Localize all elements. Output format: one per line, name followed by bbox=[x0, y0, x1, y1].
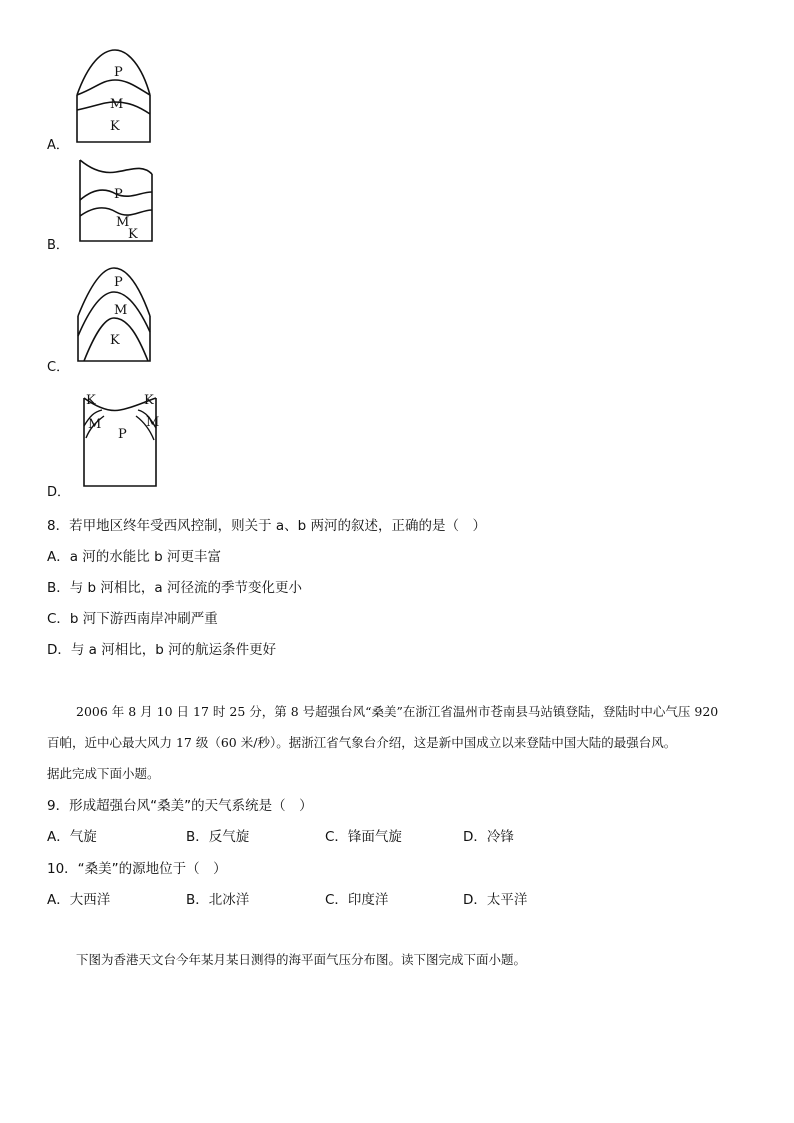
q8-option-a: A．a 河的水能比 b 河更丰富 bbox=[47, 549, 221, 565]
option-c-label: C． bbox=[47, 360, 70, 375]
q10-option-d: D．太平洋 bbox=[463, 892, 528, 908]
q10-option-c: C．印度洋 bbox=[325, 892, 389, 908]
option-a-label: A． bbox=[47, 138, 69, 153]
stratum-k-right-label: K bbox=[144, 393, 154, 408]
q9-option-b: B．反气旋 bbox=[186, 829, 250, 845]
q9-option-d: D．冷锋 bbox=[463, 829, 514, 845]
stratum-m-right-label: M bbox=[146, 415, 160, 430]
passage-pressure-map: 下图为香港天文台今年某月某日测得的海平面气压分布图。读下图完成下面小题。 bbox=[76, 952, 527, 967]
stratum-m-left-label: M bbox=[88, 417, 102, 432]
option-b-diagram bbox=[78, 158, 158, 244]
q8-option-d: D．与 a 河相比，b 河的航运条件更好 bbox=[47, 642, 277, 658]
stratum-m-label: M bbox=[110, 97, 124, 112]
passage-typhoon-line-3: 据此完成下面小题。 bbox=[47, 766, 160, 781]
stratum-k-label: K bbox=[110, 333, 120, 348]
stratum-k-label: K bbox=[110, 119, 120, 134]
passage-typhoon-line-2: 百帕，近中心最大风力 17 级（60 米/秒）。据浙江省气象台介绍，这是新中国成立以来登陆中国大陆的最强台风。 bbox=[47, 735, 677, 750]
stratum-k-label: K bbox=[128, 227, 138, 242]
stratum-k-left-label: K bbox=[86, 393, 96, 408]
stratum-p-label: P bbox=[118, 427, 127, 442]
option-d-diagram bbox=[80, 390, 162, 490]
option-b-label: B． bbox=[47, 238, 69, 253]
option-d-label: D． bbox=[47, 485, 71, 500]
q8-stem: 8．若甲地区终年受西风控制，则关于 a、b 两河的叙述，正确的是（ ） bbox=[47, 518, 487, 534]
q9-option-c: C．锋面气旋 bbox=[325, 829, 402, 845]
passage-typhoon-line-1: 2006 年 8 月 10 日 17 时 25 分，第 8 号超强台风“桑美”在浙江省温州市苍南县马站镇登陆，登陆时中心气压 920 bbox=[76, 704, 719, 719]
option-c-diagram bbox=[76, 266, 156, 364]
stratum-m-label: M bbox=[116, 215, 130, 230]
stratum-m-label: M bbox=[114, 303, 128, 318]
q8-option-b: B．与 b 河相比，a 河径流的季节变化更小 bbox=[47, 580, 302, 596]
q9-option-a: A．气旋 bbox=[47, 829, 97, 845]
q10-stem: 10．“桑美”的源地位于（ ） bbox=[47, 861, 227, 877]
q8-option-c: C．b 河下游西南岸冲刷严重 bbox=[47, 611, 218, 627]
stratum-p-label: P bbox=[114, 275, 123, 290]
stratum-p-label: P bbox=[114, 187, 123, 202]
q10-option-b: B．北冰洋 bbox=[186, 892, 250, 908]
q10-option-a: A．大西洋 bbox=[47, 892, 111, 908]
option-a-diagram bbox=[76, 48, 156, 144]
q9-stem: 9．形成超强台风“桑美”的天气系统是（ ） bbox=[47, 798, 313, 814]
stratum-p-label: P bbox=[114, 65, 123, 80]
